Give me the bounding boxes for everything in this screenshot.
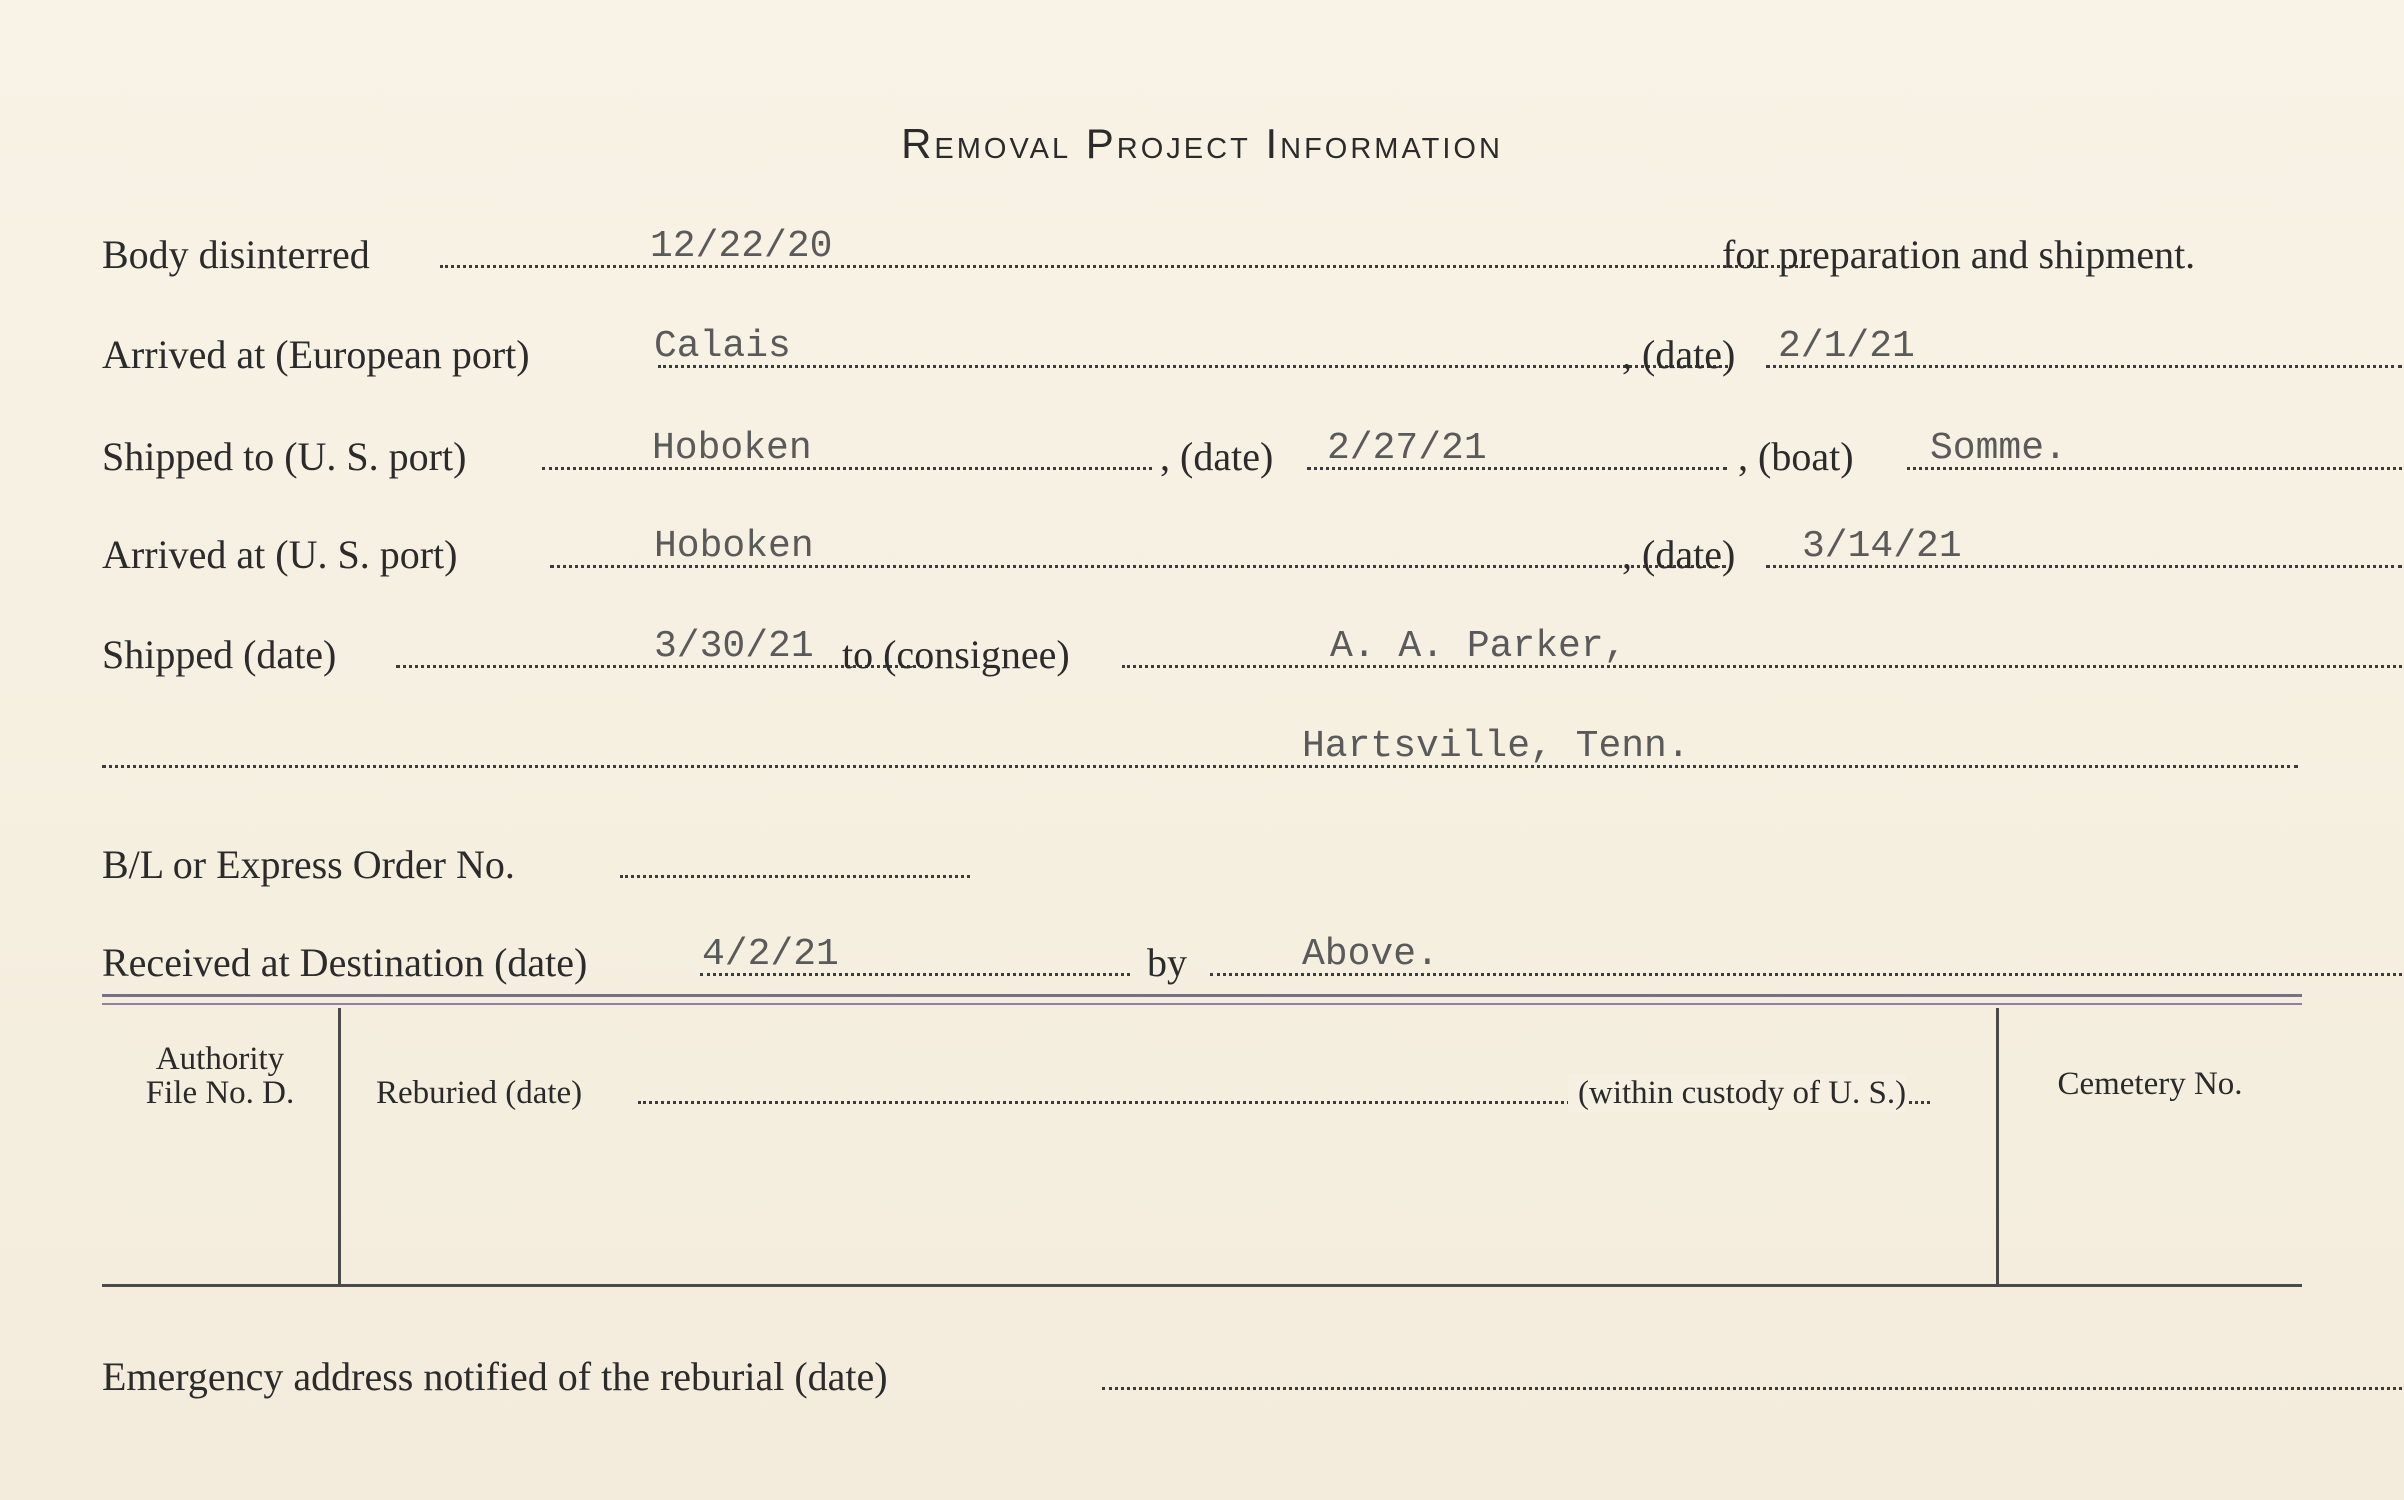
row-emergency xyxy=(102,1340,2302,1400)
row-consignee-address xyxy=(102,718,2302,778)
row-arrived-us xyxy=(102,518,2302,578)
consignee-address-line xyxy=(102,765,2298,768)
arrived-european-label: Arrived at (European port) xyxy=(102,332,530,377)
emergency-label: Emergency address notified of the reburial (date) xyxy=(102,1354,888,1399)
arrived-european-port-value[interactable]: Calais xyxy=(654,325,791,368)
table-top-rule-second xyxy=(102,1003,2302,1005)
body-disinterred-label: Body disinterred xyxy=(102,232,370,277)
shipped-us-line xyxy=(542,467,1152,470)
arrived-us-date-value[interactable]: 3/14/21 xyxy=(1802,525,1962,568)
bl-order-label: B/L or Express Order No. xyxy=(102,842,515,887)
cemetery-no-cell xyxy=(2000,1066,2300,1103)
arrived-european-date-value[interactable]: 2/1/21 xyxy=(1778,325,1915,368)
shipped-date-value[interactable]: 3/30/21 xyxy=(654,625,814,668)
arrived-us-port-value[interactable]: Hoboken xyxy=(654,525,814,568)
shipped-us-boat-value[interactable]: Somme. xyxy=(1930,427,2067,470)
received-label: Received at Destination (date) xyxy=(102,940,588,985)
arrived-us-label: Arrived at (U. S. port) xyxy=(102,532,458,577)
table-divider-left xyxy=(338,1008,341,1284)
arrived-us-date-label: , (date) xyxy=(1622,532,1736,577)
reburied-cell xyxy=(376,1072,1976,1112)
row-arrived-european xyxy=(102,318,2302,378)
reburied-label: Reburied (date) xyxy=(376,1075,583,1111)
consignee-value[interactable]: A. A. Parker, xyxy=(1330,625,1627,668)
bl-order-line xyxy=(620,875,970,878)
shipped-us-boat-label: , (boat) xyxy=(1738,434,1854,479)
table-top-rule xyxy=(102,994,2302,997)
row-shipped-consignee xyxy=(102,618,2302,678)
body-disinterred-line xyxy=(440,265,1810,268)
shipped-us-port-value[interactable]: Hoboken xyxy=(652,427,812,470)
emergency-line xyxy=(1102,1387,2402,1390)
shipped-us-date-value[interactable]: 2/27/21 xyxy=(1327,427,1487,470)
row-body-disinterred xyxy=(102,218,2302,278)
body-disinterred-value[interactable]: 12/22/20 xyxy=(650,225,833,268)
cemetery-no-label: Cemetery No. xyxy=(2057,1066,2243,1102)
arrived-european-date-label: , (date) xyxy=(1622,332,1736,377)
row-shipped-us xyxy=(102,420,2302,480)
shipped-us-date-label: , (date) xyxy=(1160,434,1274,479)
authority-file-cell xyxy=(102,1042,338,1110)
table-divider-right xyxy=(1996,1008,1999,1284)
received-by-label: by xyxy=(1147,940,1187,985)
card-title: Removal Project Information xyxy=(901,120,1503,167)
consignee-line xyxy=(1122,665,2402,668)
row-bl-order xyxy=(102,828,2302,888)
shipped-date-label: Shipped (date) xyxy=(102,632,337,677)
body-disinterred-suffix: for preparation and shipment. xyxy=(1722,232,2196,277)
consignee-address-value[interactable]: Hartsville, Tenn. xyxy=(1302,725,1690,768)
arrived-european-line xyxy=(658,365,1728,368)
file-no-label: File No. D. xyxy=(145,1075,295,1111)
row-received xyxy=(102,926,2302,986)
authority-label: Authority xyxy=(155,1041,285,1077)
table-bottom-rule xyxy=(102,1284,2302,1287)
received-by-value[interactable]: Above. xyxy=(1302,933,1439,976)
shipped-us-label: Shipped to (U. S. port) xyxy=(102,434,467,479)
received-date-value[interactable]: 4/2/21 xyxy=(702,933,839,976)
consignee-label: to (consignee) xyxy=(842,632,1070,677)
custody-label: (within custody of U. S.) xyxy=(1568,1075,1906,1112)
